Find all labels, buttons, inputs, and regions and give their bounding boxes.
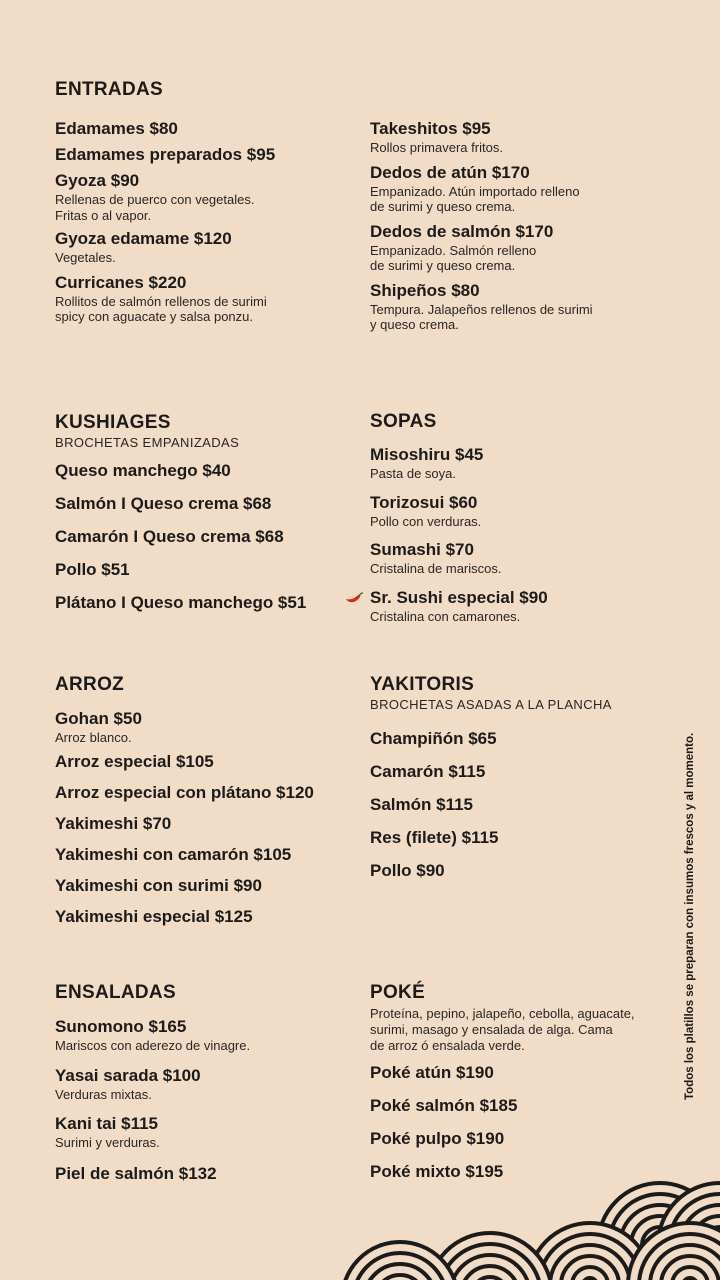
item-name: Pollo $51: [55, 560, 130, 579]
section-description: Proteína, pepino, jalapeño, cebolla, aguacate, surimi, masago y ensalada de alga. Cama de arroz ó ensalada verde.: [370, 1006, 635, 1053]
menu-item: [55, 145, 355, 165]
menu-item: [370, 493, 670, 530]
menu-item: [55, 273, 355, 325]
menu-item: [55, 171, 355, 223]
section-entradas: [55, 79, 675, 101]
section-title: ENSALADAS: [55, 982, 176, 1003]
menu-item: [55, 709, 355, 746]
item-description: Pollo con verduras.: [370, 513, 482, 529]
item-name: Pollo $90: [370, 861, 445, 880]
item-description: Cristalina con camarones.: [370, 608, 521, 624]
section-yakitoris: [370, 674, 670, 881]
item-description: Empanizado. Salmón relleno de surimi y queso crema.: [370, 242, 537, 273]
item-name: Gyoza edamame $120: [55, 229, 232, 248]
item-name: Dedos de salmón $170: [370, 221, 554, 241]
item-name: Arroz especial con plátano $120: [55, 782, 314, 802]
item-name: Camarón I Queso crema $68: [55, 527, 284, 546]
item-name: Kani tai $115: [55, 1114, 159, 1133]
menu-item: [55, 1114, 355, 1151]
item-name: Torizosui $60: [370, 492, 478, 512]
section-arroz: [55, 674, 355, 927]
item-name: Sr. Sushi especial $90: [370, 587, 548, 607]
item-name: Poké mixto $195: [370, 1162, 504, 1181]
section-kushiages: [55, 412, 355, 613]
section-subtitle: BROCHETAS EMPANIZADAS: [55, 435, 240, 450]
seigaiha-waves-pattern: [340, 1135, 720, 1280]
item-name: Yakimeshi con camarón $105: [55, 844, 292, 864]
item-name: Curricanes $220: [55, 272, 187, 292]
item-name: Gohan $50: [55, 709, 142, 728]
menu-item: [370, 445, 670, 482]
item-description: Rellenas de puerco con vegetales. Fritas o al vapor.: [55, 192, 255, 223]
item-description: Verduras mixtas.: [55, 1086, 152, 1102]
item-name: Sumashi $70: [370, 540, 474, 559]
item-description: Vegetales.: [55, 250, 116, 265]
item-description: Arroz blanco.: [55, 730, 132, 745]
item-name: Yasai sarada $100: [55, 1065, 201, 1085]
item-name: Poké salmón $185: [370, 1096, 518, 1115]
item-name: Edamames preparados $95: [55, 145, 276, 164]
item-name: Edamames $80: [55, 119, 178, 138]
item-description: Tempura. Jalapeños rellenos de surimi y queso crema.: [370, 301, 593, 332]
section-subtitle: BROCHETAS ASADAS A LA PLANCHA: [370, 697, 612, 712]
item-name: Arroz especial $105: [55, 751, 214, 771]
section-ensaladas: [55, 982, 355, 1184]
item-name: Yakimeshi especial $125: [55, 906, 253, 926]
item-name: Takeshitos $95: [370, 119, 491, 138]
entradas-left-column: [55, 119, 355, 325]
menu-item: [370, 163, 670, 215]
menu-item: [370, 119, 670, 156]
chili-pepper-icon: [344, 591, 364, 605]
menu-item: [55, 229, 355, 266]
menu-item: [55, 1017, 355, 1054]
item-description: Rollitos de salmón rellenos de surimi spicy con aguacate y salsa ponzu.: [55, 293, 267, 324]
item-description: Empanizado. Atún importado relleno de surimi y queso crema.: [370, 183, 580, 214]
menu-item: [55, 119, 355, 139]
section-title: POKÉ: [370, 982, 426, 1003]
entradas-right-column: [370, 119, 670, 333]
item-name: Yakimeshi con surimi $90: [55, 875, 262, 895]
item-name: Dedos de atún $170: [370, 162, 530, 182]
item-name: Salmón I Queso crema $68: [55, 494, 272, 513]
item-name: Gyoza $90: [55, 171, 140, 190]
item-name: Salmón $115: [370, 795, 474, 814]
item-name: Sunomono $165: [55, 1017, 187, 1036]
item-name: Piel de salmón $132: [55, 1163, 217, 1183]
section-sopas: [370, 411, 670, 624]
section-title: YAKITORIS: [370, 674, 475, 695]
section-title: ENTRADAS: [55, 79, 163, 100]
item-name: Res (filete) $115: [370, 828, 499, 847]
item-name: Shipeños $80: [370, 280, 480, 300]
item-name: Camarón $115: [370, 762, 486, 781]
item-description: Cristalina de mariscos.: [370, 561, 502, 576]
section-title: SOPAS: [370, 411, 437, 432]
item-name: Misoshiru $45: [370, 445, 484, 464]
item-name: Yakimeshi $70: [55, 813, 172, 833]
menu-item: [55, 1066, 355, 1103]
item-name: Queso manchego $40: [55, 461, 231, 480]
section-title: KUSHIAGES: [55, 412, 171, 433]
menu-item: [370, 540, 670, 577]
item-name: Poké atún $190: [370, 1063, 494, 1082]
item-name: Champiñón $65: [370, 729, 497, 748]
menu-item: [370, 281, 670, 333]
item-description: Surimi y verduras.: [55, 1135, 160, 1150]
item-name: Plátano I Queso manchego $51: [55, 593, 307, 612]
freshness-note: Todos los platillos se preparan con insumos frescos y al momento.: [684, 732, 696, 1100]
menu-item: [370, 222, 670, 274]
item-description: Rollos primavera fritos.: [370, 140, 503, 155]
menu-item-spicy: [370, 588, 670, 625]
item-name: Poké pulpo $190: [370, 1129, 505, 1148]
item-description: Pasta de soya.: [370, 466, 456, 481]
section-title: ARROZ: [55, 674, 125, 695]
item-description: Mariscos con aderezo de vinagre.: [55, 1038, 251, 1053]
